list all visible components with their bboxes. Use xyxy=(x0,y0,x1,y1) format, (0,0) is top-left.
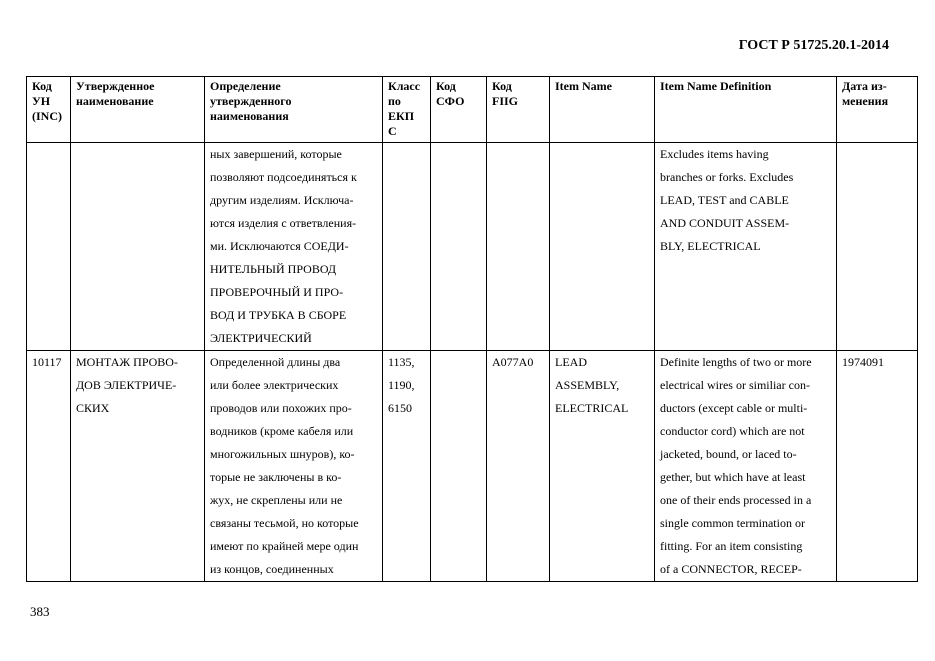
header-text-line: Определение xyxy=(210,79,281,93)
column-header-fiig xyxy=(487,77,550,143)
column-header-item-name xyxy=(550,77,655,143)
cell-text-line: ются изделия с ответвления- xyxy=(210,216,357,230)
cell-text-line: conductor cord) which are not xyxy=(660,424,805,438)
header-text-line: Утвержденное xyxy=(76,79,155,93)
cell-text-line: LEAD, TEST and CABLE xyxy=(660,193,789,207)
header-text-line: FIIG xyxy=(492,94,519,108)
cell-text-line: позволяют подсоединяться к xyxy=(210,170,357,184)
header-text-line: Item Name xyxy=(555,79,612,93)
cell-text-line: ductors (except cable or multi- xyxy=(660,401,808,415)
cell-fiig xyxy=(487,143,550,351)
cell-text-line: LEAD xyxy=(555,355,587,369)
cell-text-line: gether, but which have at least xyxy=(660,470,806,484)
column-header-class xyxy=(383,77,431,143)
cell-definition xyxy=(205,143,383,351)
cell-text-line: НИТЕЛЬНЫЙ ПРОВОД xyxy=(210,262,337,276)
cell-text-line: проводов или похожих про- xyxy=(210,401,352,415)
cell-text-line: 1190, xyxy=(388,378,415,392)
header-text-line: наименования xyxy=(210,109,289,123)
cell-text-line: ВОД И ТРУБКА В СБОРЕ xyxy=(210,308,347,322)
header-text-line: ЕКП xyxy=(388,109,415,123)
page-number: 383 xyxy=(30,604,50,619)
document-code: ГОСТ Р 51725.20.1-2014 xyxy=(738,38,889,53)
cell-text-line: СКИХ xyxy=(76,401,110,415)
cell-text-line: из концов, соединенных xyxy=(210,562,334,576)
cell-text-line: ПРОВЕРОЧНЫЙ И ПРО- xyxy=(210,285,344,299)
cell-text-line: ASSEMBLY, xyxy=(555,378,620,392)
header-text-line: Код xyxy=(436,79,456,93)
header-text-line: Код xyxy=(492,79,512,93)
cell-class xyxy=(383,143,431,351)
cell-text-line: 1974091 xyxy=(842,355,884,369)
cell-approved-name xyxy=(71,351,205,582)
header-text-line: менения xyxy=(842,94,889,108)
cell-text-line: ЭЛЕКТРИЧЕСКИЙ xyxy=(210,331,312,345)
cell-inc xyxy=(27,143,71,351)
cell-text-line: жух, не скреплены или не xyxy=(210,493,343,507)
cell-text-line: branches or forks. Excludes xyxy=(660,170,794,184)
cell-text-line: торые не заключены в ко- xyxy=(210,470,342,484)
cell-text-line: имеют по крайней мере один xyxy=(210,539,359,553)
cell-text-line: of a CONNECTOR, RECEP- xyxy=(660,562,802,576)
cell-text-line: Определенной длины два xyxy=(210,355,341,369)
cell-text-line: ДОВ ЭЛЕКТРИЧЕ- xyxy=(76,378,177,392)
column-header-approved-name xyxy=(71,77,205,143)
cell-definition xyxy=(205,351,383,582)
cell-text-line: связаны тесьмой, но которые xyxy=(210,516,359,530)
cell-text-line: другим изделиям. Исключа- xyxy=(210,193,354,207)
column-header-sfo xyxy=(431,77,487,143)
header-text-line: Дата из- xyxy=(842,79,887,93)
cell-inc xyxy=(27,351,71,582)
cell-approved-name xyxy=(71,143,205,351)
cell-text-line: ELECTRICAL xyxy=(555,401,629,415)
cell-text-line: МОНТАЖ ПРОВО- xyxy=(76,355,178,369)
header-text-line: Item Name Definition xyxy=(660,79,772,93)
cell-text-line: jacketed, bound, or laced to- xyxy=(660,447,797,461)
header-text-line: УН xyxy=(32,94,51,108)
cell-text-line: 6150 xyxy=(388,401,412,415)
cell-text-line: A077A0 xyxy=(492,355,534,369)
cell-date xyxy=(837,351,918,582)
cell-sfo xyxy=(431,143,487,351)
table-row xyxy=(27,351,918,582)
cell-date xyxy=(837,143,918,351)
header-text-line: СФО xyxy=(436,94,465,108)
header-text-line: утвержденного xyxy=(210,94,292,108)
cell-text-line: fitting. For an item consisting xyxy=(660,539,803,553)
cell-text-line: ми. Исключаются СОЕДИ- xyxy=(210,239,349,253)
column-header-inc xyxy=(27,77,71,143)
cell-text-line: single common termination or xyxy=(660,516,805,530)
cell-item-name xyxy=(550,351,655,582)
cell-text-line: AND CONDUIT ASSEM- xyxy=(660,216,790,230)
header-text-line: наименование xyxy=(76,94,154,108)
cell-text-line: ных завершений, которые xyxy=(210,147,342,161)
header-text-line: Класс xyxy=(388,79,421,93)
cell-text-line: 10117 xyxy=(32,355,62,369)
cell-text-line: electrical wires or similiar con- xyxy=(660,378,810,392)
column-header-item-definition xyxy=(655,77,837,143)
header-row xyxy=(27,77,918,143)
cell-text-line: BLY, ELECTRICAL xyxy=(660,239,761,253)
cell-text-line: многожильных шнуров), ко- xyxy=(210,447,355,461)
header-text-line: С xyxy=(388,124,397,138)
table-row xyxy=(27,143,918,351)
cell-item-name xyxy=(550,143,655,351)
cell-item-definition xyxy=(655,351,837,582)
nomenclature-table xyxy=(26,76,918,582)
cell-text-line: или более электрических xyxy=(210,378,339,392)
column-header-date xyxy=(837,77,918,143)
header-text-line: по xyxy=(388,94,401,108)
cell-text-line: one of their ends processed in a xyxy=(660,493,812,507)
cell-fiig xyxy=(487,351,550,582)
column-header-definition xyxy=(205,77,383,143)
cell-text-line: водников (кроме кабеля или xyxy=(210,424,354,438)
cell-text-line: Excludes items having xyxy=(660,147,769,161)
cell-item-definition xyxy=(655,143,837,351)
cell-text-line: 1135, xyxy=(388,355,415,369)
header-text-line: Код xyxy=(32,79,52,93)
cell-sfo xyxy=(431,351,487,582)
header-text-line: (INC) xyxy=(32,109,62,123)
cell-text-line: Definite lengths of two or more xyxy=(660,355,812,369)
cell-class xyxy=(383,351,431,582)
